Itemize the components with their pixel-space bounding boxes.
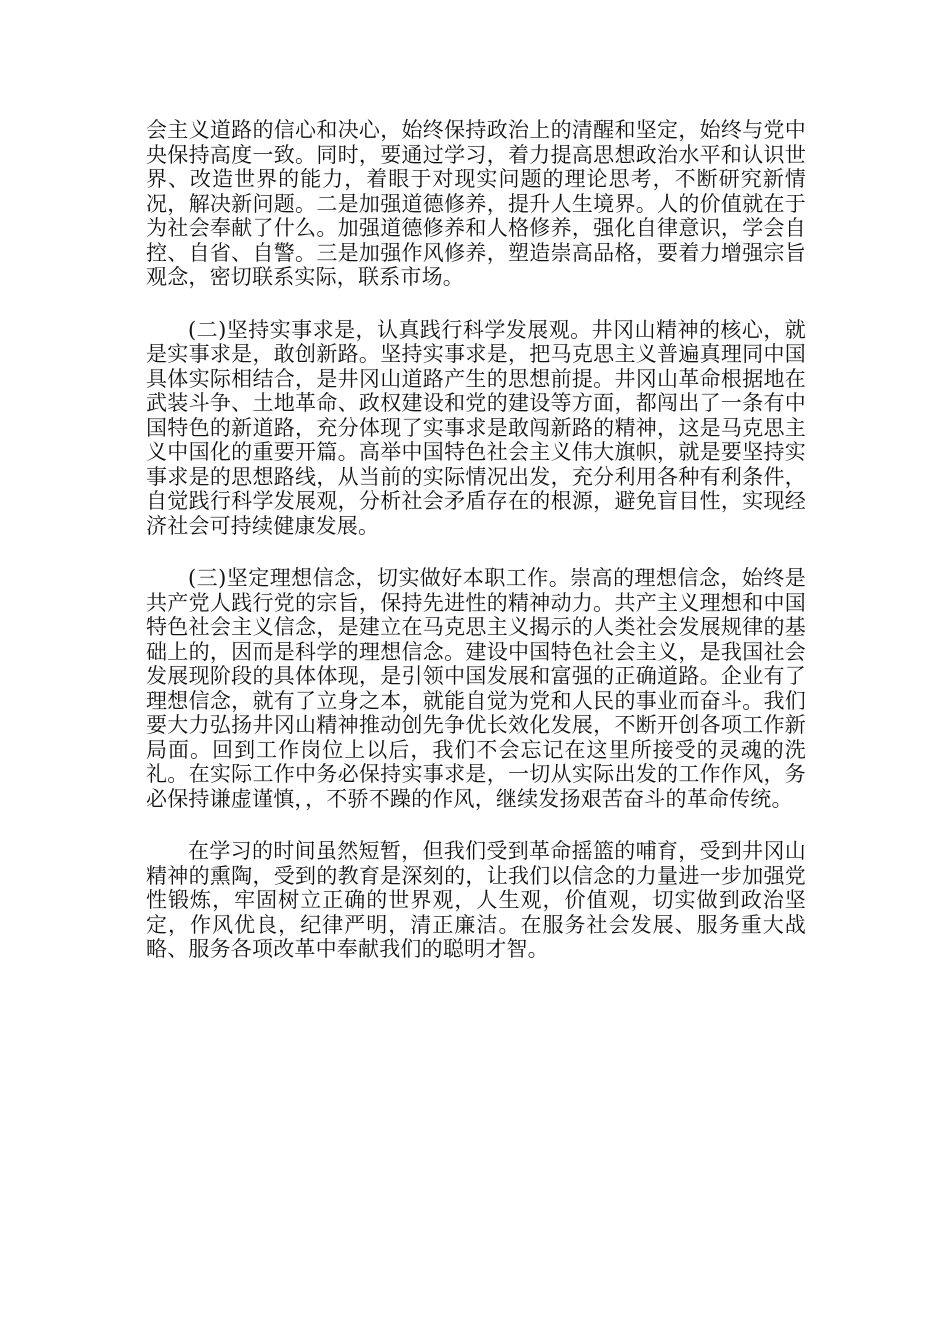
paragraph-conclusion: 在学习的时间虽然短暂，但我们受到革命摇篮的哺育，受到井冈山精神的熏陶，受到的教育是深刻的，让我们以信念的力量进一步加强党性锻炼，牢固树立正确的世界观，人生观，价值观，切实做到政治坚定，作风优良，纪律严明，清正廉洁。在服务社会发展、服务重大战略、服务各项改革中奉献我们的聪明才智。 xyxy=(146,839,806,961)
paragraph-section-two: (二)坚持实事求是，认真践行科学发展观。井冈山精神的核心，就是实事求是，敢创新路。坚持实事求是，把马克思主义普遍真理同中国具体实际相结合，是井冈山道路产生的思想前提。井冈山革命根据地在武装斗争、土地革命、政权建设和党的建设等方面，都闯出了一条有中国特色的新道路，充分体现了实事求是敢闯新路的精神，这是马克思主义中国化的重要开篇。高举中国特色社会主义伟大旗帜，就是要坚持实事求是的思想路线，从当前的实际情况出发，充分利用各种有利条件，自觉践行科学发展观，分析社会矛盾存在的根源，避免盲目性，实现经济社会可持续健康发展。 xyxy=(146,317,806,538)
paragraph-continued: 会主义道路的信心和决心，始终保持政治上的清醒和坚定，始终与党中央保持高度一致。同时，要通过学习，着力提高思想政治水平和认识世界、改造世界的能力，着眼于对现实问题的理论思考，不断研究新情况，解决新问题。二是加强道德修养，提升人生境界。人的价值就在于为社会奉献了什么。加强道德修养和人格修养，强化自律意识，学会自控、自省、自警。三是加强作风修养，塑造崇高品格，要着力增强宗旨观念，密切联系实际，联系市场。 xyxy=(146,118,806,289)
paragraph-section-three: (三)坚定理想信念，切实做好本职工作。崇高的理想信念，始终是共产党人践行党的宗旨，保持先进性的精神动力。共产主义理想和中国特色社会主义信念，是建立在马克思主义揭示的人类社会发展规律的基础上的，因而是科学的理想信念。建设中国特色社会主义，是我国社会发展现阶段的具体体现，是引领中国发展和富强的正确道路。企业有了理想信念，就有了立身之本，就能自觉为党和人民的事业而奋斗。我们要大力弘扬井冈山精神推动创先争优长效化发展，不断开创各项工作新局面。回到工作岗位上以后，我们不会忘记在这里所接受的灵魂的洗礼。在实际工作中务必保持实事求是，一切从实际出发的工作作风，务必保持谦虚谨慎，，不骄不躁的作风，继续发扬艰苦奋斗的革命传统。 xyxy=(146,566,806,811)
document-page xyxy=(146,118,806,990)
